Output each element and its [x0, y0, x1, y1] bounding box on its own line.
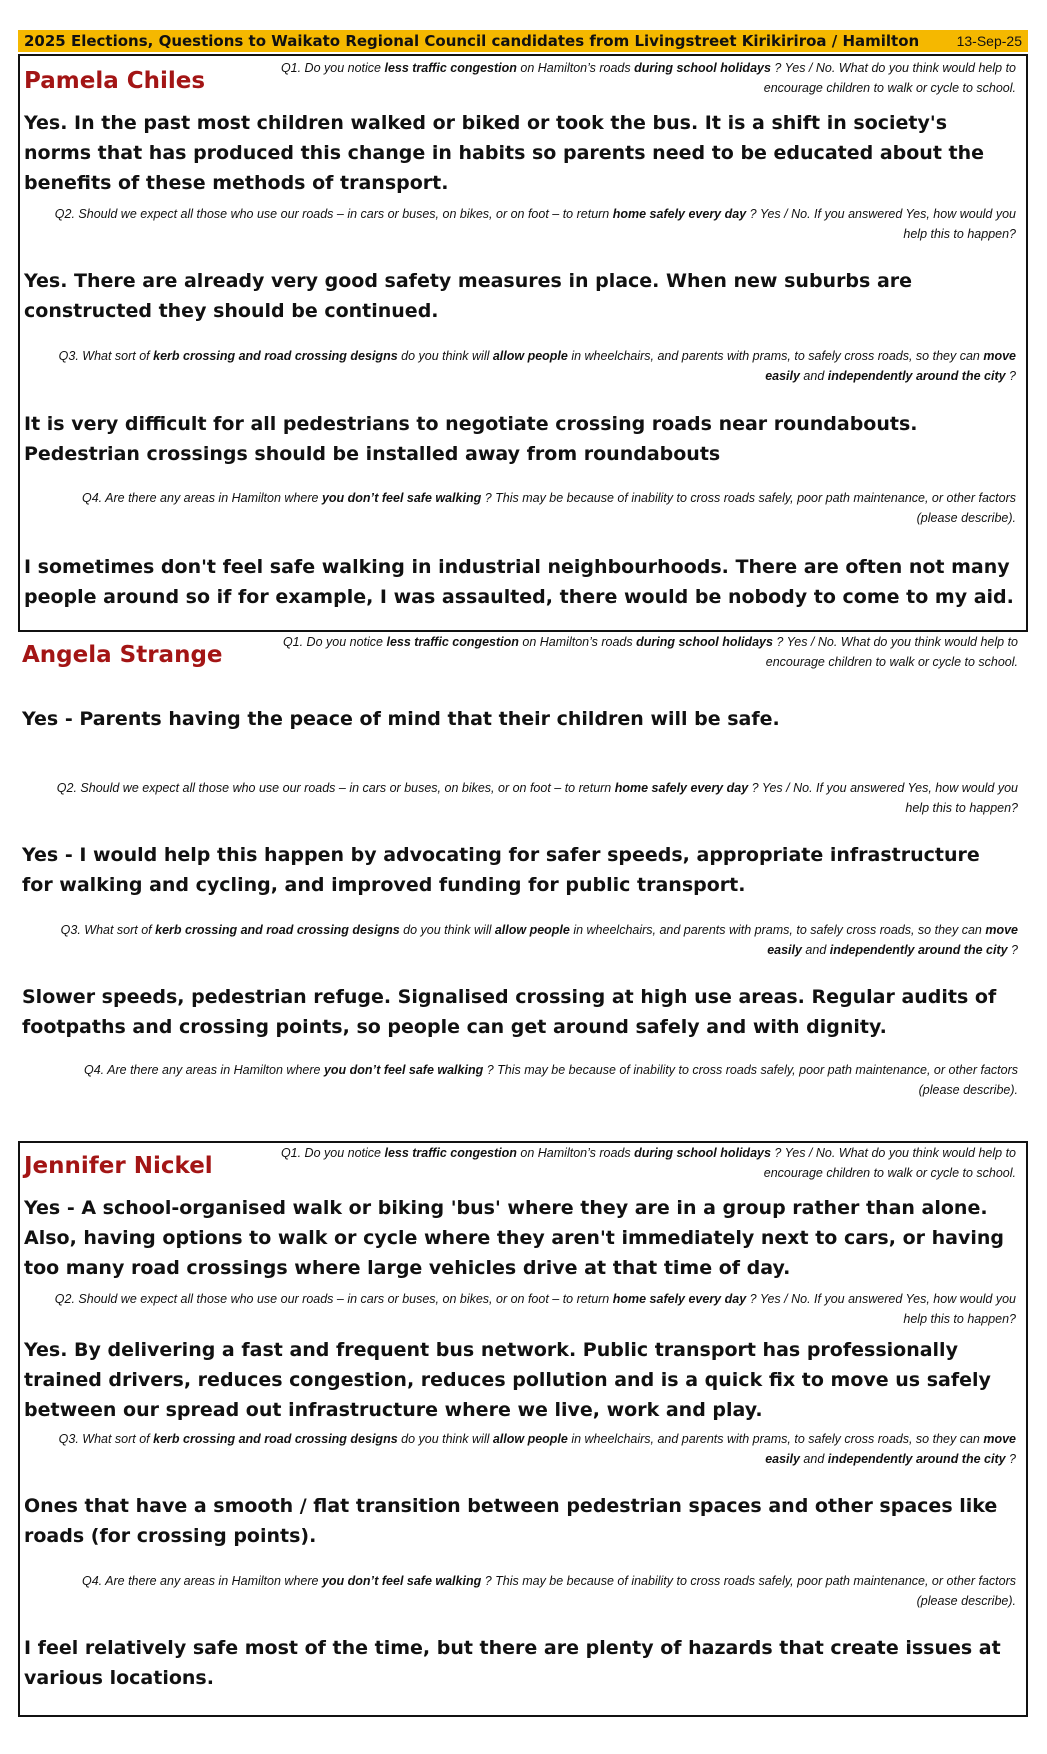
document-title: 2025 Elections, Questions to Waikato Regional Council candidates from Livingstreet Kirikiriroa / Hamilton — [24, 32, 920, 50]
candidate-name: Angela Strange — [22, 642, 223, 668]
question-3: Q3. What sort of kerb crossing and road crossing designs do you think will allow people in wheelchairs, and parents with prams, to safely cross roads, so they can move easily and independently around the city ? — [58, 1432, 1016, 1466]
question-4: Q4. Are there any areas in Hamilton where you don’t feel safe walking ? This may be because of inability to cross roads safely, poor path maintenance, or other factors (please describe). — [82, 491, 1016, 525]
candidate-section-jennifer-nickel — [18, 1141, 1028, 1717]
answer-1: Yes. In the past most children walked or biked or took the bus. It is a shift in society's norms that has produced this change in habits so parents need to be educated about the benefits of these methods of transport. — [24, 112, 985, 194]
question-1: Q1. Do you notice less traffic congestion on Hamilton’s roads during school holidays ? Yes / No. What do you think would help to encourage children to walk or cycle to school. — [280, 61, 1016, 95]
question-4: Q4. Are there any areas in Hamilton where you don’t feel safe walking ? This may be because of inability to cross roads safely, poor path maintenance, or other factors (please describe). — [82, 1574, 1016, 1608]
candidate-section-pamela-chiles — [18, 54, 1028, 632]
answer-4: I sometimes don't feel safe walking in industrial neighbourhoods. There are often not many people around so if for example, I was assaulted, there would be nobody to come to my aid. — [24, 556, 1014, 608]
question-3: Q3. What sort of kerb crossing and road crossing designs do you think will allow people in wheelchairs, and parents with prams, to safely cross roads, so they can move easily and independently around the city ? — [60, 923, 1018, 957]
answer-1: Yes - A school-organised walk or biking 'bus' where they are in a group rather than alone. Also, having options to walk or cycle where they aren't immediately next to cars, or having too many road crossings where large vehicles drive at that time of day. — [24, 1197, 1004, 1279]
answer-2: Yes. There are already very good safety measures in place. When new suburbs are constructed they should be continued. — [24, 270, 913, 322]
question-2: Q2. Should we expect all those who use our roads – in cars or buses, on bikes, or on foot – to return home safely every day ? Yes / No. If you answered Yes, how would you help this to happen? — [54, 1292, 1016, 1326]
question-3: Q3. What sort of kerb crossing and road crossing designs do you think will allow people in wheelchairs, and parents with prams, to safely cross roads, so they can move easily and independently around the city ? — [58, 349, 1016, 383]
document-header — [18, 30, 1028, 52]
candidate-name: Pamela Chiles — [24, 68, 206, 94]
candidate-section-angela-strange — [18, 632, 1028, 1112]
answer-1: Yes - Parents having the peace of mind that their children will be safe. — [22, 708, 780, 730]
answer-3: It is very difficult for all pedestrians to negotiate crossing roads near roundabouts. Pedestrian crossings should be installed away from roundabouts — [24, 413, 918, 465]
candidate-name: Jennifer Nickel — [24, 1153, 213, 1179]
question-4: Q4. Are there any areas in Hamilton where you don’t feel safe walking ? This may be because of inability to cross roads safely, poor path maintenance, or other factors (please describe). — [84, 1063, 1018, 1097]
answer-3: Ones that have a smooth / flat transition between pedestrian spaces and other spaces like roads (for crossing points). — [24, 1495, 998, 1547]
document-date: 13-Sep-25 — [956, 33, 1022, 49]
question-2: Q2. Should we expect all those who use our roads – in cars or buses, on bikes, or on foot – to return home safely every day ? Yes / No. If you answered Yes, how would you help this to happen? — [54, 207, 1016, 241]
answer-3: Slower speeds, pedestrian refuge. Signalised crossing at high use areas. Regular audits of footpaths and crossing points, so people can get around safely and with dignity. — [22, 986, 997, 1038]
answer-2: Yes - I would help this happen by advocating for safer speeds, appropriate infrastructure for walking and cycling, and improved funding for public transport. — [22, 844, 980, 896]
answer-2: Yes. By delivering a fast and frequent bus network. Public transport has professionally trained drivers, reduces congestion, reduces pollution and is a quick fix to move us safely between our spread out infrastructure where we live, work and play. — [24, 1339, 991, 1421]
question-1: Q1. Do you notice less traffic congestion on Hamilton’s roads during school holidays ? Yes / No. What do you think would help to encourage children to walk or cycle to school. — [280, 1146, 1016, 1180]
question-1: Q1. Do you notice less traffic congestion on Hamilton’s roads during school holidays ? Yes / No. What do you think would help to encourage children to walk or cycle to school. — [282, 635, 1018, 669]
question-2: Q2. Should we expect all those who use our roads – in cars or buses, on bikes, or on foot – to return home safely every day ? Yes / No. If you answered Yes, how would you help this to happen? — [56, 781, 1018, 815]
answer-4: I feel relatively safe most of the time, but there are plenty of hazards that create issues at various locations. — [24, 1637, 1001, 1689]
